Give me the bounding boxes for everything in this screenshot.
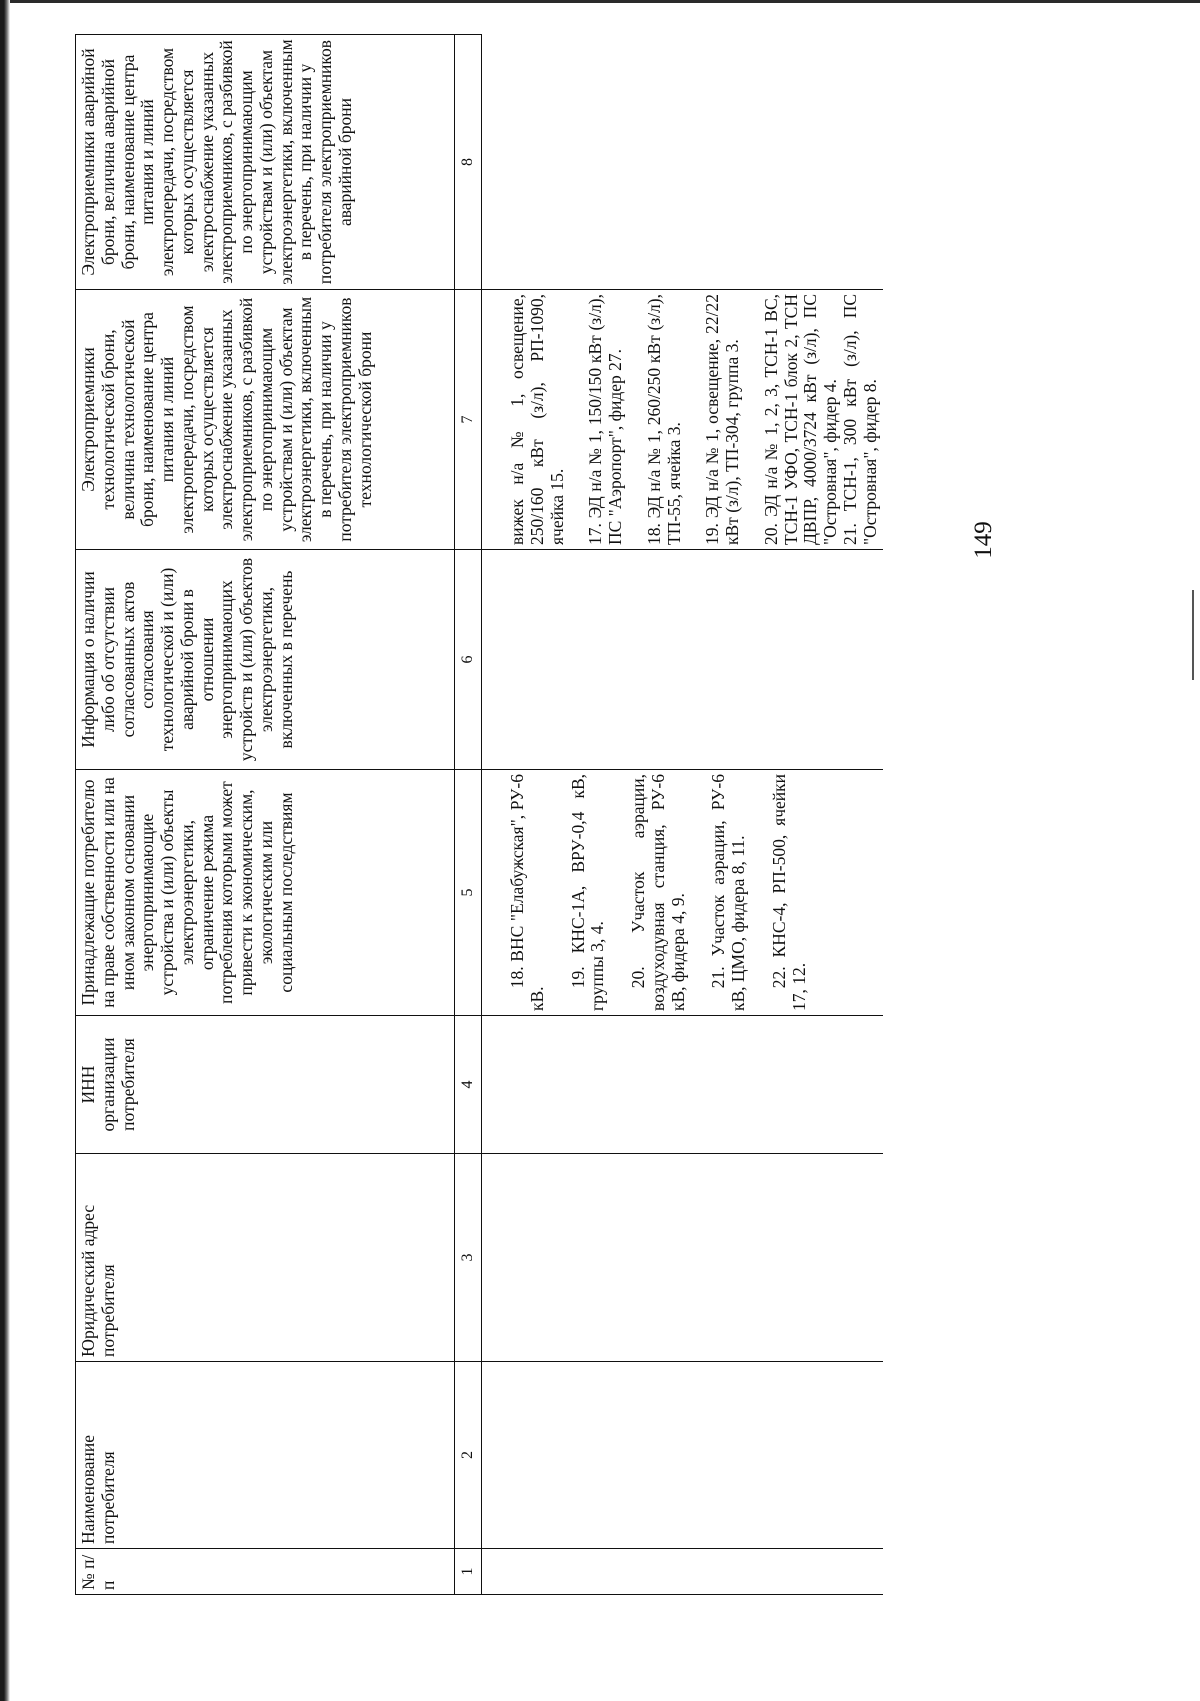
body-col-5 xyxy=(482,770,884,1016)
col7-entry: 20. ЭД н/а № 1, 2, 3, ТСН-1 ВС, ТСН-1 УФО, ТСН-1 блок 2, ТСН ДВПР, 4000/3724 кВт (з/л), ПС "Островная", фидер 4. xyxy=(760,294,841,545)
rotated-document xyxy=(75,35,1115,1595)
col5-entry: 22. КНС-4, РП-500, ячейки 17, 12. xyxy=(768,774,809,1011)
column-number: 3 xyxy=(455,1154,482,1362)
header-col-5: Принадлежащие потребителю на праве собственности или на ином законном основании энергопринимающие устройства и (или) объекты электроэнергетики, ограничение режима потребления которыми может привести к экономическим, экологическим или социальным последствиям xyxy=(76,770,455,1016)
page-number: 149 xyxy=(970,521,997,559)
body-col-2 xyxy=(482,1362,884,1549)
col5-entry: 20. Участок аэрации, воздуходувная станция, РУ-6 кВ, фидера 4, 9. xyxy=(628,774,688,1011)
col5-entry: 18. ВНС "Елабужская", РУ-6 кВ. xyxy=(507,774,547,1011)
col7-entry: 21. ТСН-1, 300 кВт (з/л), ПС "Островная", фидер 8. xyxy=(839,294,880,545)
col5-entry: 21. Участок аэрации, РУ-6 кВ, ЦМО, фидера 8, 11. xyxy=(708,774,749,1011)
header-col-2: Наименование потребителя xyxy=(76,1362,455,1549)
body-col-4 xyxy=(482,1016,884,1154)
column-number: 8 xyxy=(455,35,482,290)
column-number: 7 xyxy=(455,290,482,550)
column-number-row xyxy=(455,35,482,1595)
col7-entry: 19. ЭД н/а № 1, освещение, 22/22 кВт (з/л), ТП-304, группа 3. xyxy=(702,294,743,545)
body-col-6 xyxy=(482,550,884,770)
body-col-8 xyxy=(482,35,884,290)
header-col-3: Юридический адрес потребителя xyxy=(76,1154,455,1362)
consumer-table xyxy=(75,34,883,1595)
scan-mark-right xyxy=(1192,590,1194,680)
column-number: 1 xyxy=(455,1549,482,1595)
column-number: 6 xyxy=(455,550,482,770)
column-number: 2 xyxy=(455,1362,482,1549)
col7-entry: 18. ЭД н/а № 1, 260/250 кВт (з/л), ТП-55, ячейка 3. xyxy=(643,294,684,545)
scan-edge-left xyxy=(0,0,10,1701)
column-number: 5 xyxy=(455,770,482,1016)
body-col-1 xyxy=(482,1549,884,1595)
col5-entry: 19. КНС-1А, ВРУ-0,4 кВ, группы 3, 4. xyxy=(567,774,608,1011)
header-col-4: ИНН организации потребителя xyxy=(76,1016,455,1154)
header-col-8: Электроприемники аварийной брони, величина аварийной брони, наименование центра питания и линий электропередачи, посредством которых осуществляется электроснабжение указанных электроприемников, с разбивкой по энергопринимающим устройствам и (или) объектам электроэнергетики, включенным в перечень, при наличии у потребителя электроприемников аварийной брони xyxy=(76,35,455,290)
scan-edge-top xyxy=(0,0,1200,3)
header-col-6: Информация о наличии либо об отсутствии согласованных актов согласования технологической и (или) аварийной брони в отношении энергопринимающих устройств и (или) объектов электроэнергетики, включенных в перечень xyxy=(76,550,455,770)
body-col-7 xyxy=(482,290,884,550)
header-col-7: Электроприемники технологической брони, величина технологической брони, наименование центра питания и линий электропередачи, посредством которых осуществляется электроснабжение указанных электроприемников, с разбивкой по энергопринимающим устройствам и (или) объектам электроэнергетики, включенным в перечень, при наличии у потребителя электроприемников технологической брони xyxy=(76,290,455,550)
header-row xyxy=(76,35,455,1595)
col7-entry: 17. ЭД н/а № 1, 150/150 кВт (з/л), ПС "Аэропорт", фидер 27. xyxy=(585,294,626,545)
header-col-1: № п/п xyxy=(76,1549,455,1595)
column-number: 4 xyxy=(455,1016,482,1154)
body-row xyxy=(482,35,884,1595)
col7-entry: вижек н/а № 1, освещение, 250/160 кВт (з/л), РП-1090, ячейка 15. xyxy=(507,294,567,545)
body-col-3 xyxy=(482,1154,884,1362)
